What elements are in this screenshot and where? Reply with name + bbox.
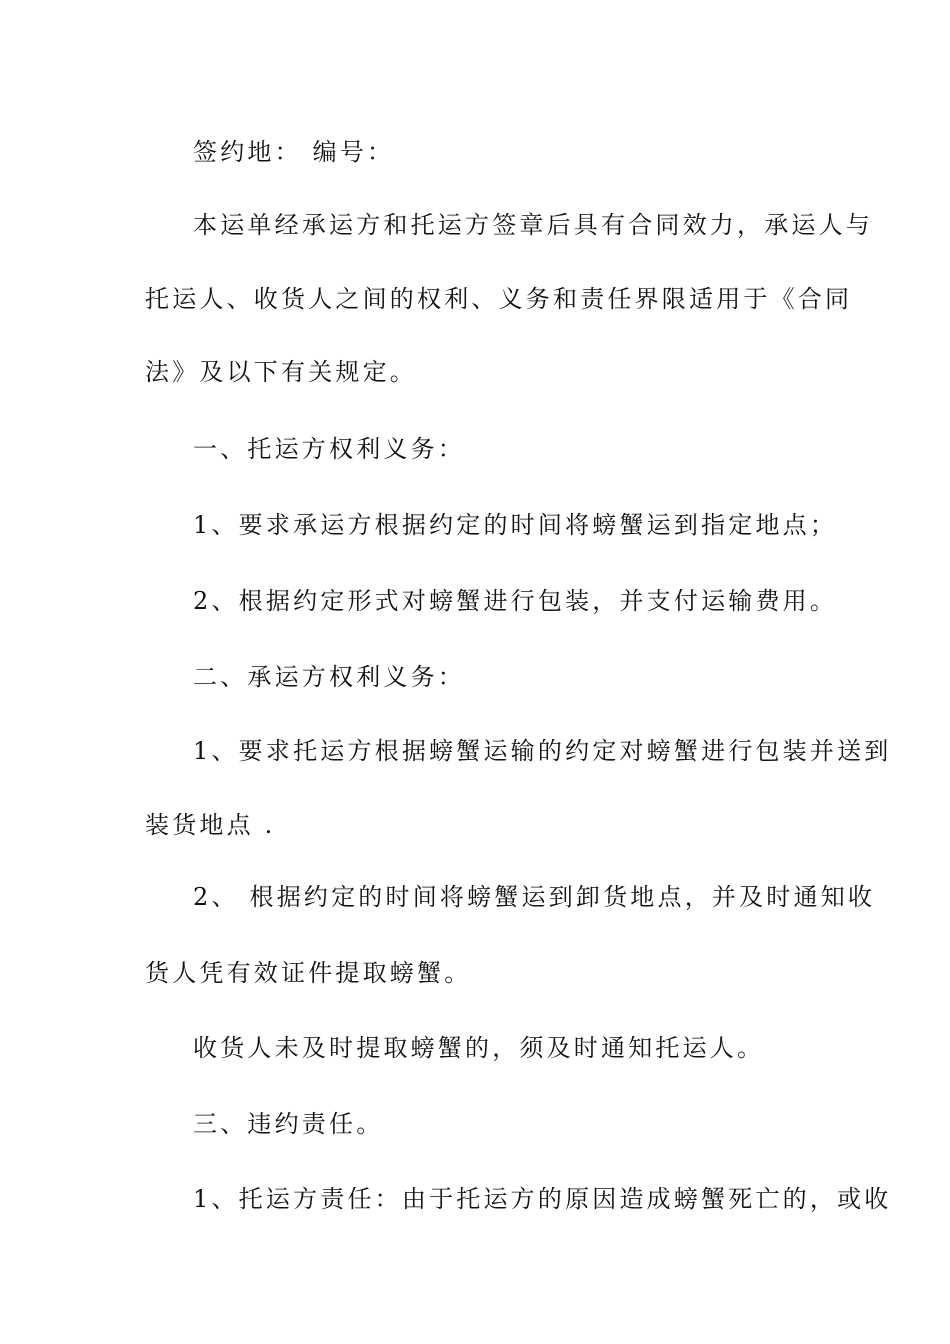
list-item: 2、 根据约定的时间将螃蟹运到卸货地点，并及时通知收 bbox=[193, 883, 876, 911]
section-heading: 二、承运方权利义务： bbox=[193, 663, 465, 691]
paragraph-line: 收货人未及时提取螃蟹的，须及时通知托运人。 bbox=[193, 1034, 765, 1062]
list-item: 2、根据约定形式对螃蟹进行包装，并支付运输费用。 bbox=[193, 587, 838, 615]
list-item: 1、要求托运方根据螃蟹运输的约定对螃蟹进行包装并送到 bbox=[193, 737, 892, 765]
list-item-continuation: 货人凭有效证件提取螃蟹。 bbox=[145, 959, 472, 987]
signing-place-number-line: 签约地： 编号： bbox=[193, 138, 395, 166]
list-item: 1、托运方责任：由于托运方的原因造成螃蟹死亡的，或收 bbox=[193, 1185, 892, 1213]
paragraph-line: 托运人、收货人之间的权利、义务和责任界限适用于《合同 bbox=[145, 285, 853, 313]
paragraph-line: 法》及以下有关规定。 bbox=[145, 358, 417, 386]
list-item: 1、要求承运方根据约定的时间将螃蟹运到指定地点； bbox=[193, 511, 838, 539]
paragraph-line: 本运单经承运方和托运方签章后具有合同效力，承运人与 bbox=[193, 211, 873, 239]
section-heading: 一、托运方权利义务： bbox=[193, 435, 465, 463]
list-item-continuation: 装货地点 . bbox=[145, 811, 276, 839]
section-heading: 三、违约责任。 bbox=[193, 1110, 384, 1138]
